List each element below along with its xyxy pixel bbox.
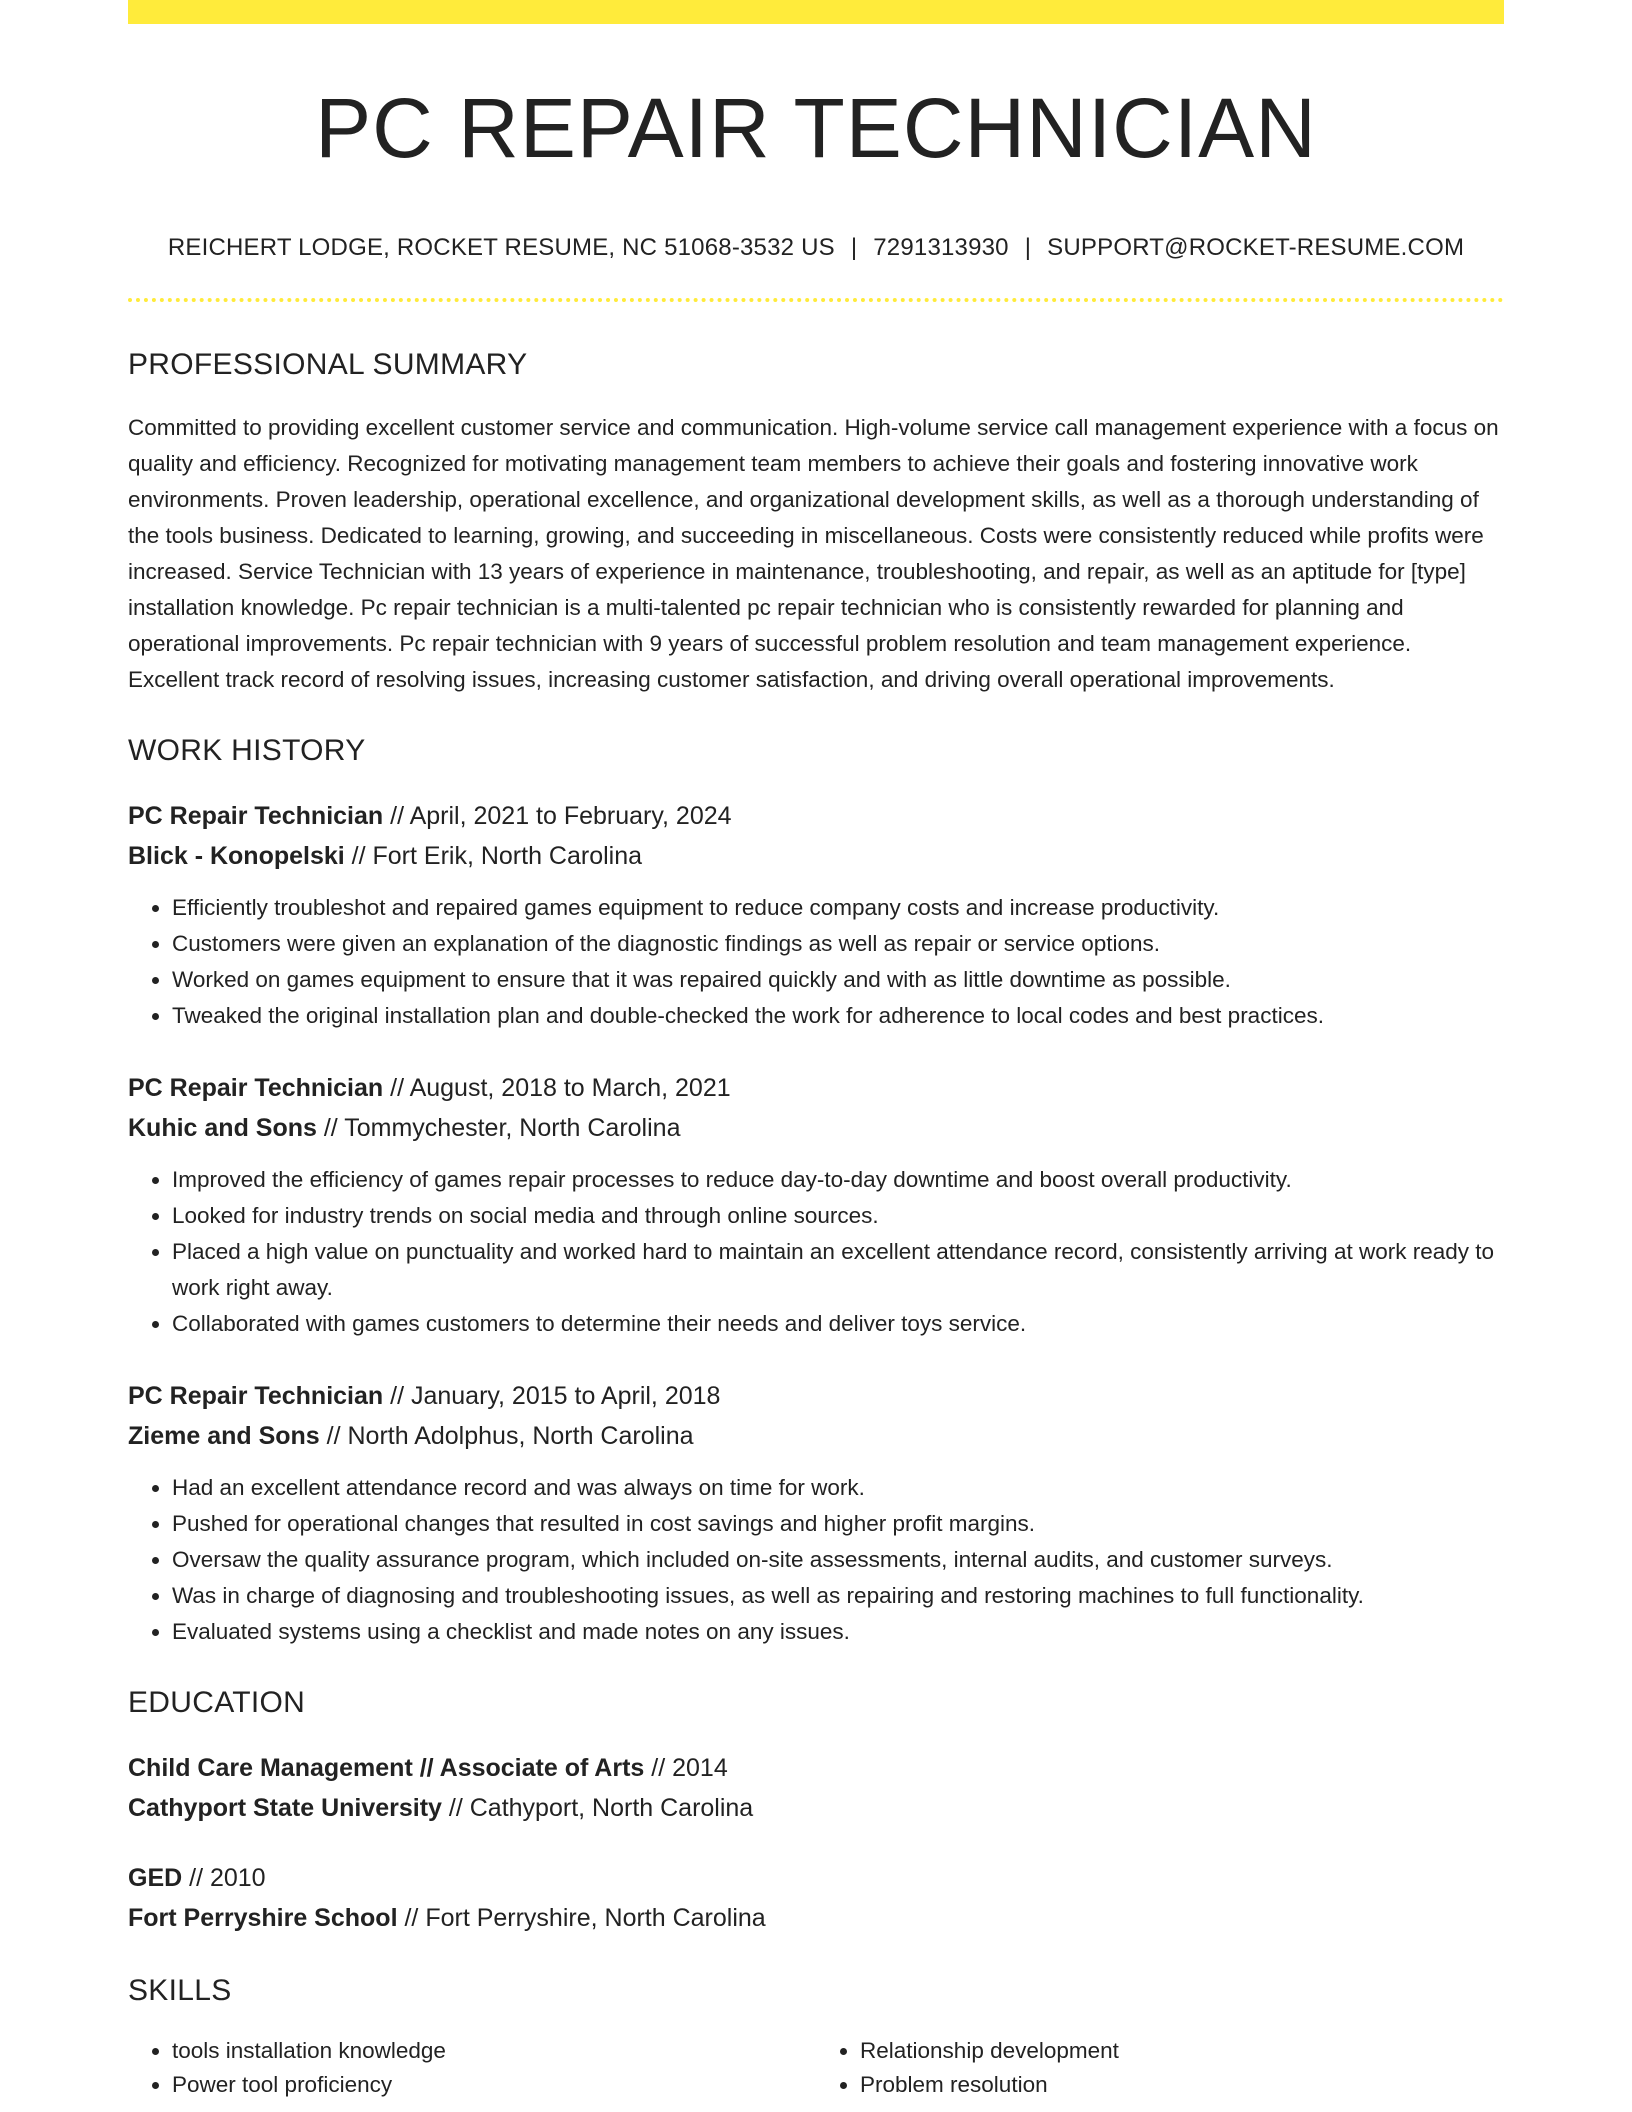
education-degree: Child Care Management // Associate of Arts xyxy=(128,1754,645,1782)
job-location: // North Adolphus, North Carolina xyxy=(319,1422,694,1450)
job-title-line xyxy=(128,1068,1504,1108)
list-item: • Customers were given an explanation of the diagnostic findings as well as repair or service options. xyxy=(172,926,1504,962)
education-year: // 2014 xyxy=(644,1754,728,1782)
education-school-line xyxy=(128,1898,1504,1938)
job-location: // Tommychester, North Carolina xyxy=(316,1114,681,1142)
job-company-line xyxy=(128,1416,1504,1456)
list-item: • Problem resolution xyxy=(860,2068,1504,2102)
education-location: // Cathyport, North Carolina xyxy=(441,1794,754,1822)
education-year: // 2010 xyxy=(182,1864,266,1892)
dotted-divider xyxy=(128,298,1504,302)
skills-left-column xyxy=(128,2034,816,2102)
job-company: Kuhic and Sons xyxy=(128,1114,317,1142)
list-item: • Power tool proficiency xyxy=(172,2068,816,2102)
education-degree: GED xyxy=(128,1864,183,1892)
education-section xyxy=(128,1688,1504,1938)
education-entry xyxy=(128,1858,1504,1938)
job-bullets xyxy=(128,1470,1504,1650)
list-item: • Was in charge of diagnosing and troubleshooting issues, as well as repairing and restoring machines to full functionality. xyxy=(172,1578,1504,1614)
contact-address: REICHERT LODGE, ROCKET RESUME, NC 51068-3532 US xyxy=(167,234,835,261)
job-dates: // January, 2015 to April, 2018 xyxy=(383,1382,721,1410)
job-entry xyxy=(128,1376,1504,1650)
contact-line xyxy=(128,234,1504,262)
education-school-line xyxy=(128,1788,1504,1828)
job-location: // Fort Erik, North Carolina xyxy=(344,842,643,870)
list-item: • Collaborated with games customers to determine their needs and deliver toys service. xyxy=(172,1306,1504,1342)
education-entry xyxy=(128,1748,1504,1828)
job-entry xyxy=(128,796,1504,1034)
education-heading: EDUCATION xyxy=(128,1686,306,1719)
skills-right-column xyxy=(816,2034,1504,2102)
list-item: • Evaluated systems using a checklist and made notes on any issues. xyxy=(172,1614,1504,1650)
contact-phone: 7291313930 xyxy=(873,234,1009,261)
list-item: • Pushed for operational changes that resulted in cost savings and higher profit margins. xyxy=(172,1506,1504,1542)
top-accent-bar xyxy=(128,0,1504,24)
list-item: • Had an excellent attendance record and was always on time for work. xyxy=(172,1470,1504,1506)
list-item: • Improved the efficiency of games repair processes to reduce day-to-day downtime and boost overall productivity. xyxy=(172,1162,1504,1198)
list-item: • Relationship development xyxy=(860,2034,1504,2068)
education-degree-line xyxy=(128,1858,1504,1898)
job-dates: // April, 2021 to February, 2024 xyxy=(383,802,732,830)
job-company: Blick - Konopelski xyxy=(128,842,345,870)
education-school: Fort Perryshire School xyxy=(128,1904,398,1932)
list-item: • Tweaked the original installation plan and double-checked the work for adherence to local codes and best practices. xyxy=(172,998,1504,1034)
list-item: • Oversaw the quality assurance program, which included on-site assessments, internal audits, and customer surveys. xyxy=(172,1542,1504,1578)
resume-page xyxy=(128,0,1504,2102)
education-location: // Fort Perryshire, North Carolina xyxy=(397,1904,766,1932)
education-degree-line xyxy=(128,1748,1504,1788)
skills-section xyxy=(128,1976,1504,2102)
job-company-line xyxy=(128,836,1504,876)
job-entry xyxy=(128,1068,1504,1342)
contact-email[interactable]: SUPPORT@ROCKET-RESUME.COM xyxy=(1047,234,1465,261)
list-item: • Worked on games equipment to ensure that it was repaired quickly and with as little downtime as possible. xyxy=(172,962,1504,998)
contact-separator: | xyxy=(1024,234,1032,261)
list-item: • Efficiently troubleshot and repaired games equipment to reduce company costs and increase productivity. xyxy=(172,890,1504,926)
job-company-line xyxy=(128,1108,1504,1148)
summary-section xyxy=(128,350,1504,698)
summary-heading: PROFESSIONAL SUMMARY xyxy=(128,348,528,381)
job-title: PC Repair Technician xyxy=(128,1382,384,1410)
skills-columns xyxy=(128,2034,1504,2102)
job-title-line xyxy=(128,1376,1504,1416)
job-title: PC Repair Technician xyxy=(128,802,384,830)
job-bullets xyxy=(128,890,1504,1034)
job-dates: // August, 2018 to March, 2021 xyxy=(383,1074,731,1102)
job-title: PC Repair Technician xyxy=(128,1074,384,1102)
job-title-line xyxy=(128,796,1504,836)
list-item: • Placed a high value on punctuality and worked hard to maintain an excellent attendance record, consistently arriving at work ready to work right away. xyxy=(172,1234,1504,1306)
job-company: Zieme and Sons xyxy=(128,1422,320,1450)
education-school: Cathyport State University xyxy=(128,1794,442,1822)
job-bullets xyxy=(128,1162,1504,1342)
skills-heading: SKILLS xyxy=(128,1974,232,2007)
work-history-section xyxy=(128,736,1504,1650)
work-history-heading: WORK HISTORY xyxy=(128,734,366,767)
list-item: • Looked for industry trends on social media and through online sources. xyxy=(172,1198,1504,1234)
contact-separator: | xyxy=(850,234,858,261)
list-item: • tools installation knowledge xyxy=(172,2034,816,2068)
summary-text: Committed to providing excellent customer service and communication. High-volume service call management experience with a focus on quality and efficiency. Recognized for motivating management team members to achieve their goals and fostering innovative work environments. Proven leadership, operational excellence, and organizational development skills, as well as a thorough understanding of the tools business. Dedicated to learning, growing, and succeeding in miscellaneous. Costs were consistently reduced while profits were increased. Service Technician with 13 years of experience in maintenance, troubleshooting, and repair, as well as an aptitude for [type] installation knowledge. Pc repair technician is a multi-talented pc repair technician who is consistently rewarded for planning and operational improvements. Pc repair technician with 9 years of successful problem resolution and team management experience. Excellent track record of resolving issues, increasing customer satisfaction, and driving overall operational improvements. xyxy=(128,415,1499,692)
resume-name: PC REPAIR TECHNICIAN xyxy=(315,81,1317,175)
